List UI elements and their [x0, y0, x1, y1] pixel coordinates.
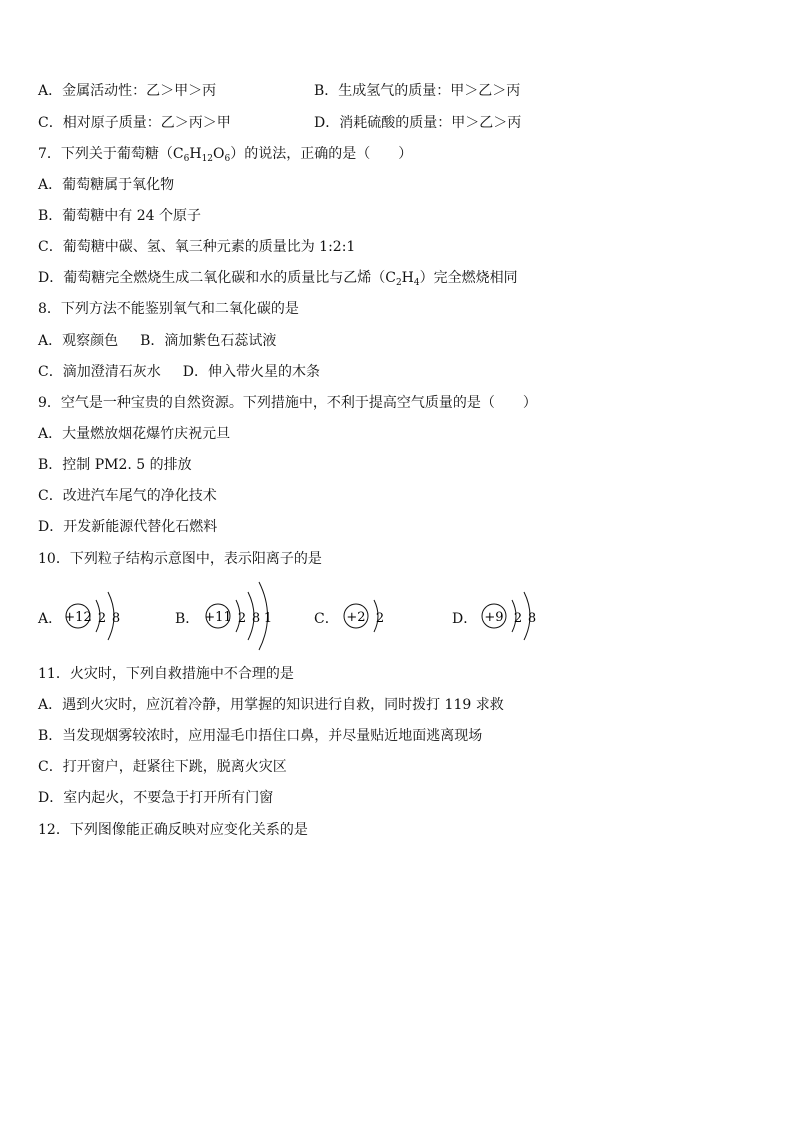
- nucleus-charge: +11: [204, 610, 232, 625]
- q10-option-b-label: B．: [175, 611, 200, 627]
- q8-option-d: D．伸入带火星的木条: [182, 364, 320, 380]
- q6-option-a: A．金属活动性：乙＞甲＞丙: [38, 83, 217, 99]
- q7-option-a: A．葡萄糖属于氧化物: [38, 177, 175, 193]
- q7-option-b: B．葡萄糖中有 24 个原子: [38, 208, 202, 224]
- q6-option-b: B．生成氢气的质量：甲＞乙＞丙: [314, 83, 521, 99]
- q9-option-d: D．开发新能源代替化石燃料: [38, 519, 218, 535]
- q10-option-d-atom: [478, 578, 568, 658]
- shell-electrons: 2: [237, 611, 247, 626]
- shell-electrons: 2: [97, 611, 107, 626]
- q9-stem: 9．空气是一种宝贵的自然资源。下列措施中，不利于提高空气质量的是（ ）: [38, 395, 537, 411]
- q8-option-b: B．滴加紫色石蕊试液: [140, 333, 277, 349]
- q10-option-d-label: D．: [452, 611, 478, 627]
- q11-option-b: B．当发现烟雾较浓时，应用湿毛巾捂住口鼻，并尽量贴近地面逃离现场: [38, 728, 483, 744]
- q10-option-b-atom: [202, 578, 292, 658]
- q11-stem: 11．火灾时，下列自救措施中不合理的是: [38, 666, 294, 682]
- q10-option-c-atom: [340, 578, 410, 658]
- nucleus-charge: +9: [484, 610, 504, 625]
- q7-option-d: D．葡萄糖完全燃烧生成二氧化碳和水的质量比与乙烯$(C_2H_4)$完全燃烧相同: [38, 270, 518, 288]
- shell-electrons: 2: [375, 611, 385, 626]
- q6-option-c: C．相对原子质量：乙＞丙＞甲: [38, 115, 231, 131]
- q7-option-c: C．葡萄糖中碳、氢、氧三种元素的质量比为 1:2:1: [38, 239, 356, 255]
- q8-stem: 8．下列方法不能鉴别氧气和二氧化碳的是: [38, 301, 299, 317]
- shell-electrons: 2: [513, 611, 523, 626]
- shell-electrons: 1: [263, 611, 273, 626]
- q8-option-a: A．观察颜色: [38, 333, 119, 349]
- q9-option-b: B．控制 PM2. 5 的排放: [38, 457, 192, 473]
- q10-diagrams: [38, 578, 598, 658]
- q11-option-c: C．打开窗户，赶紧往下跳，脱离火灾区: [38, 759, 287, 775]
- q11-option-d: D．室内起火，不要急于打开所有门窗: [38, 790, 274, 806]
- q9-option-a: A．大量燃放烟花爆竹庆祝元旦: [38, 426, 231, 442]
- q10-stem: 10．下列粒子结构示意图中，表示阳离子的是: [38, 551, 322, 567]
- q10-option-a-label: A．: [38, 611, 63, 627]
- q8-option-c: C．滴加澄清石灰水: [38, 364, 161, 380]
- q11-option-a: A．遇到火灾时，应沉着冷静，用掌握的知识进行自救，同时拨打 119 求救: [38, 697, 504, 713]
- q10-option-a-atom: [62, 578, 152, 658]
- q8-options-row1: [38, 331, 276, 351]
- q10-option-c-label: C．: [314, 611, 339, 627]
- q8-options-row2: [38, 362, 320, 382]
- q6-option-d: D．消耗硫酸的质量：甲＞乙＞丙: [314, 115, 522, 131]
- q7-stem: 7．下列关于葡萄糖$(C_6H_{12}O_6)$的说法，正确的是（ ）: [38, 146, 413, 164]
- q12-stem: 12．下列图像能正确反映对应变化关系的是: [38, 822, 308, 838]
- nucleus-charge: +2: [346, 610, 366, 625]
- shell-electrons: 8: [527, 611, 537, 626]
- shell-electrons: 8: [111, 611, 121, 626]
- q9-option-c: C．改进汽车尾气的净化技术: [38, 488, 217, 504]
- shell-electrons: 8: [251, 611, 261, 626]
- nucleus-charge: +12: [64, 610, 92, 625]
